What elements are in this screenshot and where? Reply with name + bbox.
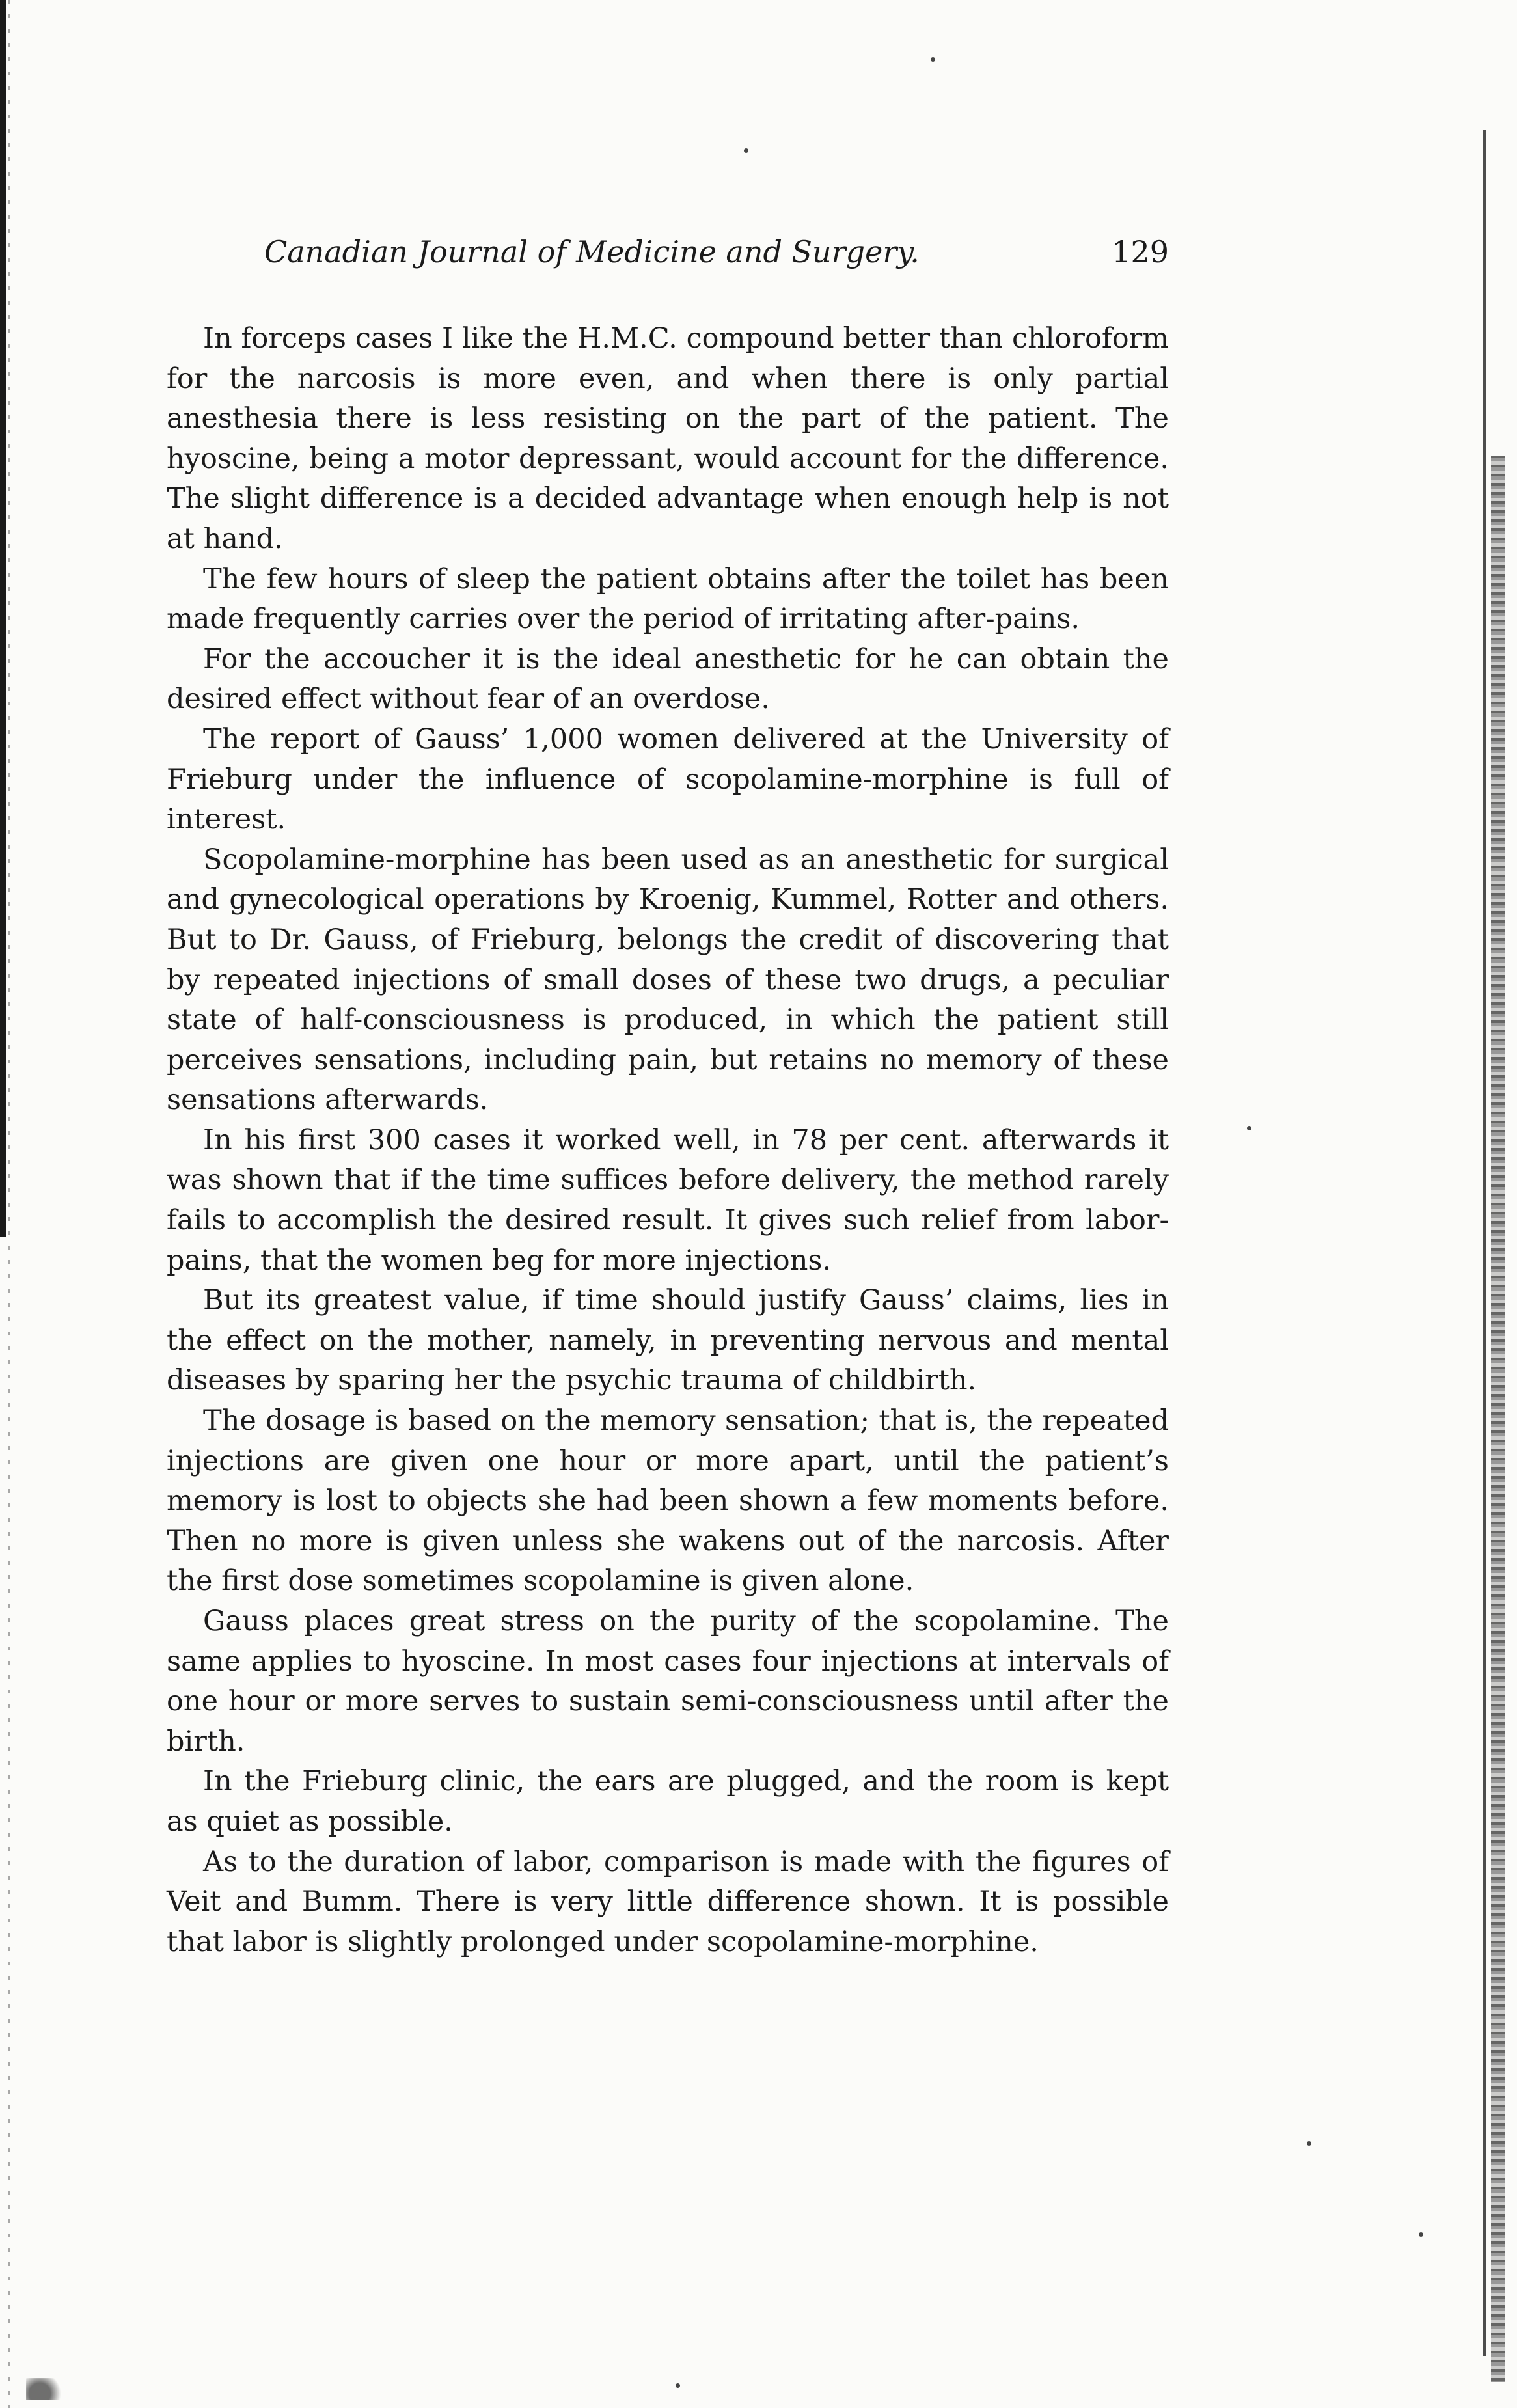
paragraph: But its greatest value, if time should justify Gauss’ claims, lies in the effect on the mother, namely, in preventing nervous and mental diseases by sparing her the psychic trauma of childbirth. xyxy=(167,1284,1169,1397)
paragraph: In forceps cases I like the H.M.C. compound better than chloroform for the narcosis is more even, and when there is only partial anesthesia there is less resisting on the part of the patient. The hyoscine, being a motor depressant, would account for the difference. The slight difference is a decided advantage when enough help is not at hand. xyxy=(167,322,1169,555)
scan-speck xyxy=(931,57,935,62)
page-edge-shadow-left xyxy=(0,0,6,1237)
paragraph: As to the duration of labor, comparison is made with the figures of Veit and Bumm. There is very little difference shown. It is possible that labor is slightly prolonged under scopolamine-morphine. xyxy=(167,1845,1169,1958)
scan-speck xyxy=(676,2383,680,2388)
article-body xyxy=(167,319,1169,1962)
paragraph: The few hours of sleep the patient obtains after the toilet has been made frequently carries over the period of irritating after-pains. xyxy=(167,562,1169,636)
paragraph: Scopolamine-morphine has been used as an anesthetic for surgical and gynecological operations by Kroenig, Kummel, Rotter and others. But to Dr. Gauss, of Frieburg, belongs the credit of discovering that by repeated injections of small doses of these two drugs, a peculiar state of half-consciousness is produced, in which the patient still perceives sensations, including pain, but retains no memory of these sensations afterwards. xyxy=(167,843,1169,1117)
page-text-block xyxy=(167,234,1169,1962)
paragraph: Gauss places great stress on the purity of the scopolamine. The same applies to hyoscine. In most cases four injections at intervals of one hour or more serves to sustain semi-consciousness until after the birth. xyxy=(167,1605,1169,1758)
page-edge-binding-marks xyxy=(8,0,10,2408)
scan-speck xyxy=(1307,2141,1311,2146)
scan-speck xyxy=(1247,1126,1251,1130)
page-edge-shadow-right xyxy=(1491,456,1505,2382)
paragraph: The dosage is based on the memory sensation; that is, the repeated injections are given one hour or more apart, until the patient’s memory is lost to objects she had been shown a few moments before. Then no more is given unless she wakens out of the narcosis. After the first dose sometimes scopolamine is given alone. xyxy=(167,1404,1169,1598)
paragraph: In his first 300 cases it worked well, in 78 per cent. afterwards it was shown that if the time suffices before delivery, the method rarely fails to accomplish the desired result. It gives such relief from labor-pains, that the women beg for more injections. xyxy=(167,1123,1169,1277)
scan-speck xyxy=(1419,2232,1423,2237)
running-head xyxy=(167,234,1169,286)
paragraph: For the accoucher it is the ideal anesthetic for he can obtain the desired effect without fear of an overdose. xyxy=(167,642,1169,716)
scan-corner-smudge xyxy=(26,2378,72,2400)
paragraph: In the Frieburg clinic, the ears are plugged, and the room is kept as quiet as possible. xyxy=(167,1765,1169,1838)
scan-speck xyxy=(744,148,748,153)
page-edge-line-right xyxy=(1483,130,1486,2356)
paragraph: The report of Gauss’ 1,000 women delivered at the University of Frieburg under the influence of scopolamine-morphine is full of interest. xyxy=(167,722,1169,836)
page-number: 129 xyxy=(1112,234,1169,269)
journal-title: Canadian Journal of Medicine and Surgery. xyxy=(264,234,920,269)
